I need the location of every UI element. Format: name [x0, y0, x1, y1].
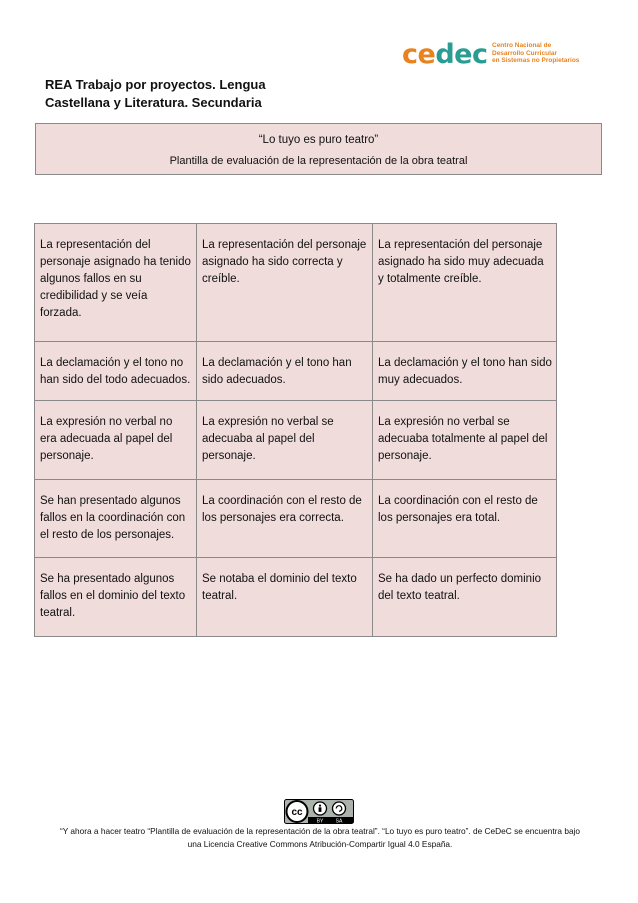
table-cell: La expresión no verbal no era adecuada al papel del personaje.: [35, 400, 197, 479]
document-title-line: REA Trabajo por proyectos. Lengua: [45, 77, 266, 92]
evaluation-rubric-table: [34, 223, 557, 637]
cc-icon-text: cc: [291, 807, 303, 818]
table-cell: La representación del personaje asignado ha tenido algunos fallos en su credibilidad y se veía forzada.: [35, 224, 197, 342]
table-cell: La representación del personaje asignado ha sido correcta y creíble.: [197, 224, 373, 342]
cedec-logo: [402, 40, 602, 76]
table-cell: La expresión no verbal se adecuaba al papel del personaje.: [197, 400, 373, 479]
table-row: [35, 558, 557, 637]
table-cell: La declamación y el tono no han sido del todo adecuados.: [35, 341, 197, 400]
logo-sub-line: Desarrollo Curricular: [492, 49, 558, 57]
table-cell: La declamación y el tono han sido adecuados.: [197, 341, 373, 400]
license-text-line: una Licencia Creative Commons Atribución-Compartir Igual 4.0 España.: [187, 839, 453, 849]
table-cell: La representación del personaje asignado ha sido muy adecuada y totalmente creíble.: [373, 224, 557, 342]
logo-sub-line: en Sistemas no Propietarios: [492, 57, 580, 64]
logo-subtitle: [492, 42, 612, 65]
table-row: [35, 224, 557, 342]
banner-subtitle: Plantilla de evaluación de la representación de la obra teatral: [169, 155, 468, 167]
table-cell: Se han presentado algunos fallos en la coordinación con el resto de los personajes.: [35, 479, 197, 558]
by-label: BY: [316, 818, 324, 824]
cc-by-sa-badge[interactable]: [284, 799, 354, 824]
table-cell: Se ha dado un perfecto dominio del texto teatral.: [373, 558, 557, 637]
sa-icon: [333, 802, 346, 815]
table-cell: La coordinación con el resto de los personajes era correcta.: [197, 479, 373, 558]
table-row: [35, 479, 557, 558]
license-footer: [20, 825, 620, 851]
sa-label: SA: [335, 818, 343, 824]
logo-word-ce: ce: [402, 39, 436, 70]
table-cell: Se notaba el dominio del texto teatral.: [197, 558, 373, 637]
banner-title: “Lo tuyo es puro teatro”: [258, 134, 379, 146]
license-text-line: “Y ahora a hacer teatro “Plantilla de evaluación de la representación de la obra teatral”. “Lo tuyo es puro teatro”. de CeDeC se encuentra bajo: [59, 826, 581, 836]
table-row: [35, 400, 557, 479]
table-cell: La declamación y el tono han sido muy adecuados.: [373, 341, 557, 400]
title-banner: [35, 123, 602, 175]
table-cell: La coordinación con el resto de los personajes era total.: [373, 479, 557, 558]
logo-sub-line: Centro Nacional de: [492, 42, 552, 49]
document-title: [45, 76, 345, 112]
table-cell: Se ha presentado algunos fallos en el dominio del texto teatral.: [35, 558, 197, 637]
document-title-line: Castellana y Literatura. Secundaria: [45, 95, 262, 110]
table-cell: La expresión no verbal se adecuaba totalmente al papel del personaje.: [373, 400, 557, 479]
table-row: [35, 341, 557, 400]
logo-word-dec: dec: [435, 39, 488, 70]
logo-wordmark: [402, 40, 487, 70]
